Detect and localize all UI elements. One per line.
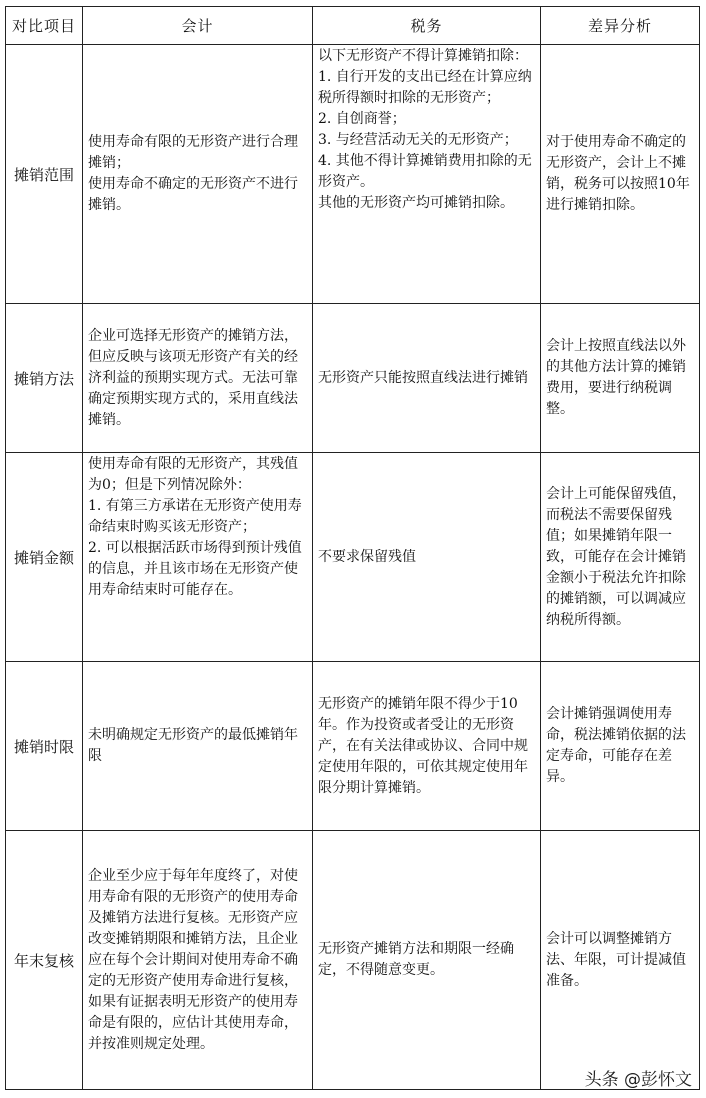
table-row [6,304,700,453]
analysis-line: 会计摊销强调使用寿命，税法摊销依据的法定寿命，可能存在差异。 [546,706,686,785]
tax-cell [313,453,541,662]
accounting-line: 企业至少应于每年年度终了，对使用寿命有限的无形资产的使用寿命及摊销方法进行复核。无形资产应改变摊销期限和摊销方法，且企业应在每个会计期间对使用寿命不确定的无形资产使用寿命进行复核，如果有证据表明无形资产的使用寿命是有限的，应估计其使用寿命，并按准则规定处理。 [88,867,298,1052]
accounting-line: 使用寿命有限的无形资产，其残值为0；但是下列情况除外： [88,456,298,493]
accounting-line: 使用寿命有限的无形资产进行合理摊销； [88,134,298,171]
tax-line: 1. 自行开发的支出已经在计算应纳税所得额时扣除的无形资产； [318,69,532,106]
analysis-line: 会计上按照直线法以外的其他方法计算的摊销费用，要进行纳税调整。 [546,338,686,417]
tax-cell [313,662,541,831]
tax-line: 无形资产摊销方法和期限一经确定，不得随意变更。 [318,941,514,978]
tax-cell [313,45,541,304]
tax-cell [313,304,541,453]
tax-line: 不要求保留残值 [318,548,416,565]
accounting-line: 使用寿命不确定的无形资产不进行摊销。 [88,176,298,213]
analysis-line: 会计上可能保留残值，而税法不需要保留残值；如果摊销年限一致，可能存在会计摊销金额小于税法允许扣除的摊销额，可以调减应纳税所得额。 [546,485,686,628]
analysis-cell [541,453,700,662]
tax-line: 其他的无形资产均可摊销扣除。 [318,195,514,211]
header-row [6,7,700,45]
tax-line: 2. 自创商誉； [318,111,406,127]
header-tax: 税务 [313,7,541,45]
header-accounting: 会计 [83,7,313,45]
accounting-cell [83,662,313,831]
accounting-line: 企业可选择无形资产的摊销方法，但应反映与该项无形资产有关的经济利益的预期实现方式。无法可靠确定预期实现方式的，采用直线法摊销。 [88,327,298,428]
tax-line: 4. 其他不得计算摊销费用扣除的无形资产。 [318,153,532,190]
table-row [6,662,700,831]
tax-cell [313,831,541,1090]
analysis-cell [541,662,700,831]
header-analysis: 差异分析 [541,7,700,45]
accounting-line: 1. 有第三方承诺在无形资产使用寿命结束时购买该无形资产； [88,498,302,535]
row-item-label: 摊销范围 [6,45,83,304]
accounting-line: 未明确规定无形资产的最低摊销年限 [88,727,298,764]
table-row [6,831,700,1090]
analysis-line: 对于使用寿命不确定的无形资产，会计上不摊销，税务可以按照10年进行摊销扣除。 [546,134,690,213]
analysis-cell [541,304,700,453]
table-row [6,45,700,304]
tax-line: 无形资产只能按照直线法进行摊销 [318,369,528,386]
accounting-line: 2. 可以根据活跃市场得到预计残值的信息，并且该市场在无形资产使用寿命结束时可能存在。 [88,540,302,598]
row-item-label: 年末复核 [6,831,83,1090]
analysis-cell [541,831,700,1090]
header-item: 对比项目 [6,7,83,45]
row-item-label: 摊销方法 [6,304,83,453]
accounting-cell [83,831,313,1090]
watermark: 头条 @彭怀文 [584,1070,692,1090]
row-item-label: 摊销金额 [6,453,83,662]
row-item-label: 摊销时限 [6,662,83,831]
table-row [6,453,700,662]
tax-line: 无形资产的摊销年限不得少于10年。作为投资或者受让的无形资产，在有关法律或协议、合同中规定使用年限的，可依其规定使用年限分期计算摊销。 [318,695,528,796]
accounting-cell [83,304,313,453]
analysis-line: 会计可以调整摊销方法、年限，可计提减值准备。 [546,930,686,989]
accounting-cell [83,453,313,662]
accounting-cell [83,45,313,304]
comparison-sheet [5,6,699,1086]
tax-line: 以下无形资产不得计算摊销扣除： [318,48,528,64]
tax-line: 3. 与经营活动无关的无形资产； [318,132,518,148]
analysis-cell [541,45,700,304]
comparison-table [5,6,700,1090]
